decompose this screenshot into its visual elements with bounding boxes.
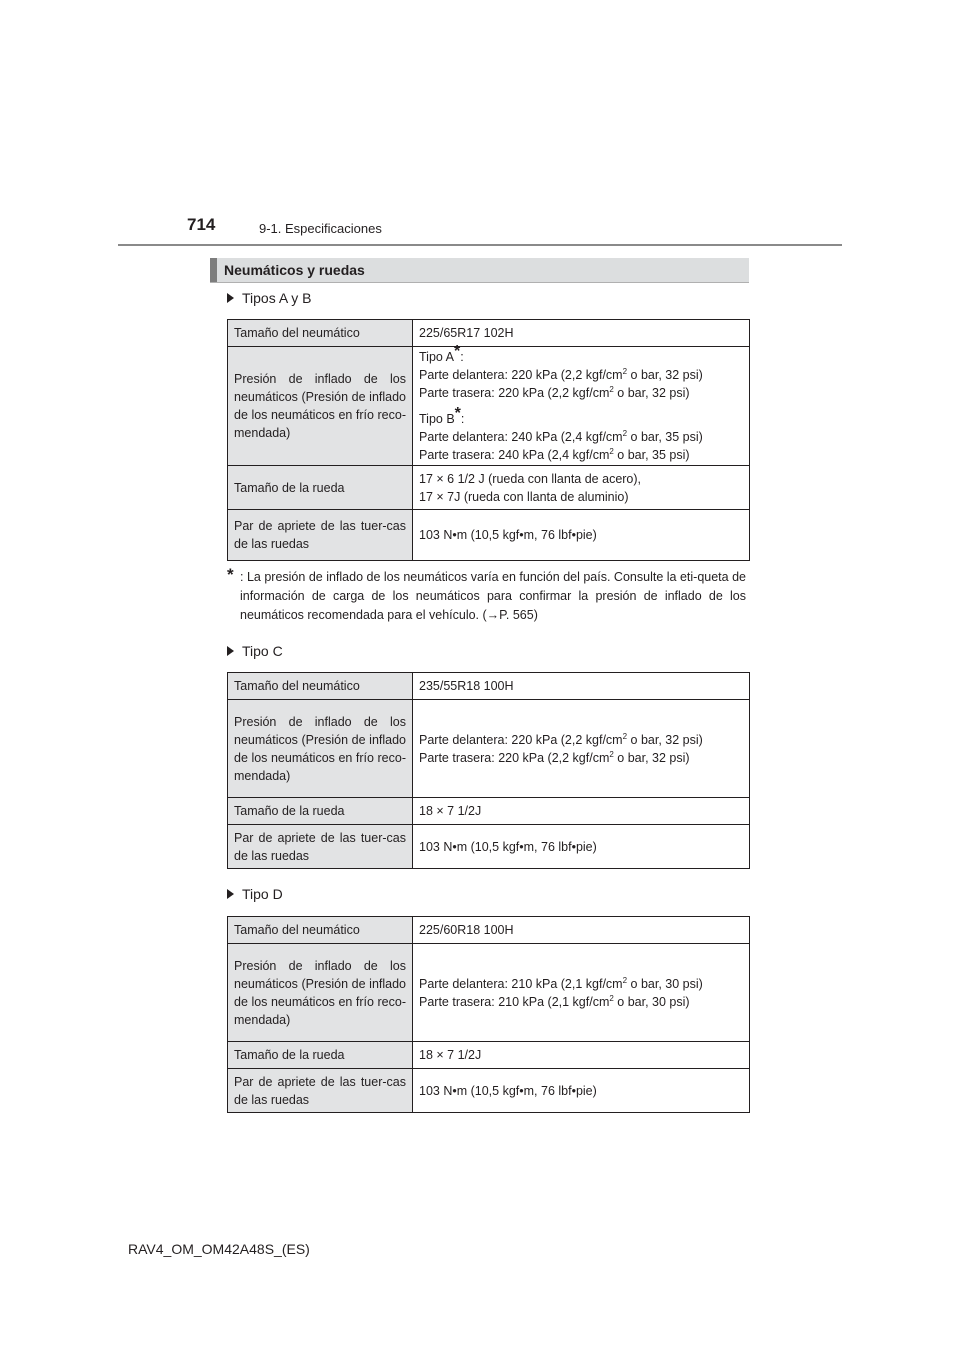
table-row: [228, 320, 750, 347]
colon: :: [460, 350, 464, 364]
wheel-size-value: 18 × 7 1/2J: [413, 798, 750, 825]
torque-value: 103 N•m (10,5 kgf•m, 76 lbf•pie): [413, 1069, 750, 1113]
rear-pressure-tail: o bar, 32 psi): [613, 750, 690, 765]
tire-size-label: Tamaño del neumático: [228, 320, 413, 347]
subheading-type-c: [227, 643, 283, 659]
front-pressure-tail: o bar, 30 psi): [627, 976, 703, 991]
document-footer-id: RAV4_OM_OM42A48S_(ES): [128, 1241, 310, 1257]
rear-pressure-tail: o bar, 32 psi): [613, 386, 690, 400]
table-row: [228, 466, 750, 510]
rear-pressure-tail: o bar, 30 psi): [613, 994, 690, 1009]
table-row: [228, 700, 750, 798]
pressure-value: [413, 944, 750, 1042]
front-pressure-tail: o bar, 32 psi): [627, 368, 703, 382]
page-number: 714: [187, 215, 216, 234]
subheading-text: Tipo C: [242, 643, 283, 659]
footnote-text: : La presión de inflado de los neumáticos varía en función del país. Consulte la eti-queta de información de carga de los neumáticos para confirmar la presión de inflado de los neumáticos recomendada para el vehículo. (→P. 565): [240, 570, 746, 622]
spec-table-type-d: [227, 916, 750, 1113]
tire-size-value: 225/60R18 100H: [413, 917, 750, 944]
front-pressure-tail: o bar, 35 psi): [627, 430, 703, 444]
section-title: 9-1. Especificaciones: [259, 221, 382, 236]
pressure-label: Presión de inflado de los neumáticos (Presión de inflado de los neumáticos en frío reco-mendada): [228, 700, 413, 798]
pressure-label: Presión de inflado de los neumáticos (Presión de inflado de los neumáticos en frío reco-mendada): [228, 347, 413, 466]
subheading-text: Tipo D: [242, 886, 283, 902]
torque-label: Par de apriete de las tuer-cas de las ruedas: [228, 825, 413, 869]
footnote: [227, 565, 746, 625]
triangle-bullet-icon: [227, 293, 234, 303]
spec-table-type-c: [227, 672, 750, 869]
rear-pressure: Parte trasera: 210 kPa (2,1 kgf/cm: [419, 994, 610, 1009]
rear-pressure: Parte trasera: 220 kPa (2,2 kgf/cm: [419, 386, 610, 400]
front-pressure: Parte delantera: 220 kPa (2,2 kgf/cm: [419, 368, 623, 382]
table-row: [228, 347, 750, 466]
superscript: 2: [609, 385, 614, 394]
torque-label: Par de apriete de las tuer-cas de las ruedas: [228, 1069, 413, 1113]
front-pressure-tail: o bar, 32 psi): [627, 732, 703, 747]
table-row: [228, 917, 750, 944]
section-heading-text: Neumáticos y ruedas: [224, 262, 365, 278]
torque-value: 103 N•m (10,5 kgf•m, 76 lbf•pie): [413, 510, 750, 561]
front-pressure: Parte delantera: 220 kPa (2,2 kgf/cm: [419, 732, 623, 747]
asterisk-mark: *: [453, 343, 461, 360]
pressure-block-type-b: [419, 405, 743, 464]
wheel-size-value: 18 × 7 1/2J: [413, 1042, 750, 1069]
spec-table-types-a-b: [227, 319, 750, 561]
tire-size-label: Tamaño del neumático: [228, 917, 413, 944]
table-row: [228, 944, 750, 1042]
pressure-label: Presión de inflado de los neumáticos (Presión de inflado de los neumáticos en frío reco-mendada): [228, 944, 413, 1042]
tire-size-value: 235/55R18 100H: [413, 673, 750, 700]
front-pressure: Parte delantera: 210 kPa (2,1 kgf/cm: [419, 976, 623, 991]
wheel-size-label: Tamaño de la rueda: [228, 1042, 413, 1069]
front-pressure: Parte delantera: 240 kPa (2,4 kgf/cm: [419, 430, 623, 444]
superscript: 2: [622, 429, 628, 438]
wheel-size-value: [413, 466, 750, 510]
superscript: 2: [609, 749, 614, 759]
wheel-size-line: 17 × 6 1/2 J (rueda con llanta de acero),: [419, 471, 642, 486]
asterisk-mark: *: [454, 405, 461, 422]
heading-accent-bar: [210, 258, 217, 282]
section-heading: [210, 258, 749, 283]
pressure-value: [413, 700, 750, 798]
triangle-bullet-icon: [227, 889, 234, 899]
tire-size-value: 225/65R17 102H: [413, 320, 750, 347]
colon: :: [460, 412, 465, 426]
table-row: [228, 510, 750, 561]
rear-pressure-tail: o bar, 35 psi): [613, 448, 690, 462]
header-divider: [118, 244, 842, 246]
footnote-asterisk: *: [227, 565, 234, 584]
wheel-size-label: Tamaño de la rueda: [228, 798, 413, 825]
superscript: 2: [609, 993, 614, 1003]
subheading-text: Tipos A y B: [242, 290, 312, 306]
table-row: [228, 673, 750, 700]
rear-pressure: Parte trasera: 240 kPa (2,4 kgf/cm: [419, 448, 610, 462]
type-label: Tipo A: [419, 350, 454, 364]
superscript: 2: [622, 975, 628, 985]
pressure-value: [413, 343, 750, 466]
torque-value: 103 N•m (10,5 kgf•m, 76 lbf•pie): [413, 825, 750, 869]
table-row: [228, 825, 750, 869]
table-row: [228, 1069, 750, 1113]
rear-pressure: Parte trasera: 220 kPa (2,2 kgf/cm: [419, 750, 610, 765]
subheading-type-d: [227, 886, 283, 902]
type-label: Tipo B: [419, 412, 455, 426]
tire-size-label: Tamaño del neumático: [228, 673, 413, 700]
superscript: 2: [622, 367, 628, 376]
wheel-size-label: Tamaño de la rueda: [228, 466, 413, 510]
pressure-block-type-a: [419, 343, 743, 402]
table-row: [228, 1042, 750, 1069]
torque-label: Par de apriete de las tuer-cas de las ruedas: [228, 510, 413, 561]
triangle-bullet-icon: [227, 646, 234, 656]
superscript: 2: [622, 731, 628, 741]
table-row: [228, 798, 750, 825]
wheel-size-line: 17 × 7J (rueda con llanta de aluminio): [419, 489, 629, 504]
superscript: 2: [609, 447, 614, 456]
subheading-types-a-b: [227, 290, 312, 306]
